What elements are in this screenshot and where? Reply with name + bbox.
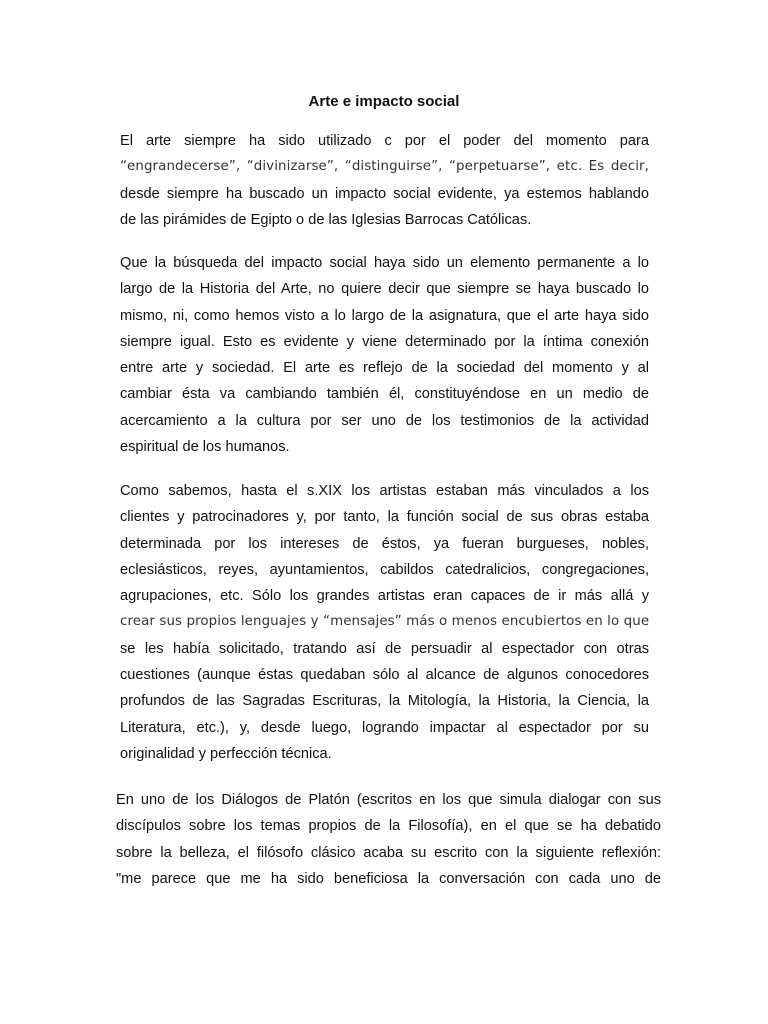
paragraph-line: Como sabemos, hasta el s.XIX los artistas estaban más vinculados a los xyxy=(120,483,649,499)
paragraph-line: de las pirámides de Egipto o de las Iglesias Barrocas Católicas. xyxy=(120,211,532,228)
paragraph-line: eclesiásticos, reyes, ayuntamientos, cabildos catedralicios, congregaciones, xyxy=(120,561,649,578)
paragraph-line: desde siempre ha buscado un impacto social evidente, ya estemos hablando xyxy=(120,185,649,202)
paragraph-4 xyxy=(116,787,661,892)
paragraph-line: originalidad y perfección técnica. xyxy=(120,745,332,762)
paragraph-2 xyxy=(120,250,649,460)
paragraph-line: agrupaciones, etc. Sólo los grandes artistas eran capaces de ir más allá y xyxy=(120,588,649,605)
paragraph-line: "me parece que me ha sido beneficiosa la conversación con cada uno de xyxy=(116,870,661,887)
paragraph-line: discípulos sobre los temas propios de la Filosofía), en el que se ha debatido xyxy=(116,818,661,835)
document-title: Arte e impacto social xyxy=(308,93,460,110)
paragraph-1 xyxy=(120,128,649,233)
paragraph-line: entre arte y sociedad. El arte es reflejo de la sociedad del momento y al xyxy=(120,360,649,377)
paragraph-line: Literatura, etc.), y, desde luego, logrando impactar al espectador por su xyxy=(120,719,649,736)
paragraph-line: cambiar ésta va cambiando también él, constituyéndose en un medio de xyxy=(120,386,649,403)
paragraph-line: El arte siempre ha sido utilizado c por el poder del momento para xyxy=(120,133,649,149)
paragraph-line: largo de la Historia del Arte, no quiere decir que siempre se haya buscado lo xyxy=(120,281,649,298)
paragraph-line: se les había solicitado, tratando así de persuadir al espectador con otras xyxy=(120,640,649,657)
paragraph-line: sobre la belleza, el filósofo clásico acaba su escrito con la siguiente reflexión: xyxy=(116,844,661,861)
paragraph-line: En uno de los Diálogos de Platón (escritos en los que simula dialogar con sus xyxy=(116,792,661,808)
paragraph-line: siempre igual. Esto es evidente y viene determinado por la íntima conexión xyxy=(120,333,649,350)
paragraph-line: Que la búsqueda del impacto social haya sido un elemento permanente a lo xyxy=(120,255,649,271)
paragraph-line: acercamiento a la cultura por ser uno de los testimonios de la actividad xyxy=(120,412,649,429)
paragraph-line: profundos de las Sagradas Escrituras, la Mitología, la Historia, la Ciencia, la xyxy=(120,693,649,710)
paragraph-line: clientes y patrocinadores y, por tanto, la función social de sus obras estaba xyxy=(120,509,649,526)
paragraph-line: espiritual de los humanos. xyxy=(120,439,290,456)
paragraph-line: mismo, ni, como hemos visto a lo largo de la asignatura, que el arte haya sido xyxy=(120,307,649,324)
paragraph-line: crear sus propios lenguajes y “mensajes” más o menos encubiertos en lo que xyxy=(120,614,650,630)
paragraph-line: cuestiones (aunque éstas quedaban sólo al alcance de algunos conocedores xyxy=(120,667,649,684)
paragraph-3 xyxy=(120,478,649,767)
paragraph-line: determinada por los intereses de éstos, ya fueran burgueses, nobles, xyxy=(120,535,649,552)
paragraph-line: “engrandecerse”, “divinizarse”, “distinguirse”, “perpetuarse”, etc. Es decir, xyxy=(120,159,649,175)
